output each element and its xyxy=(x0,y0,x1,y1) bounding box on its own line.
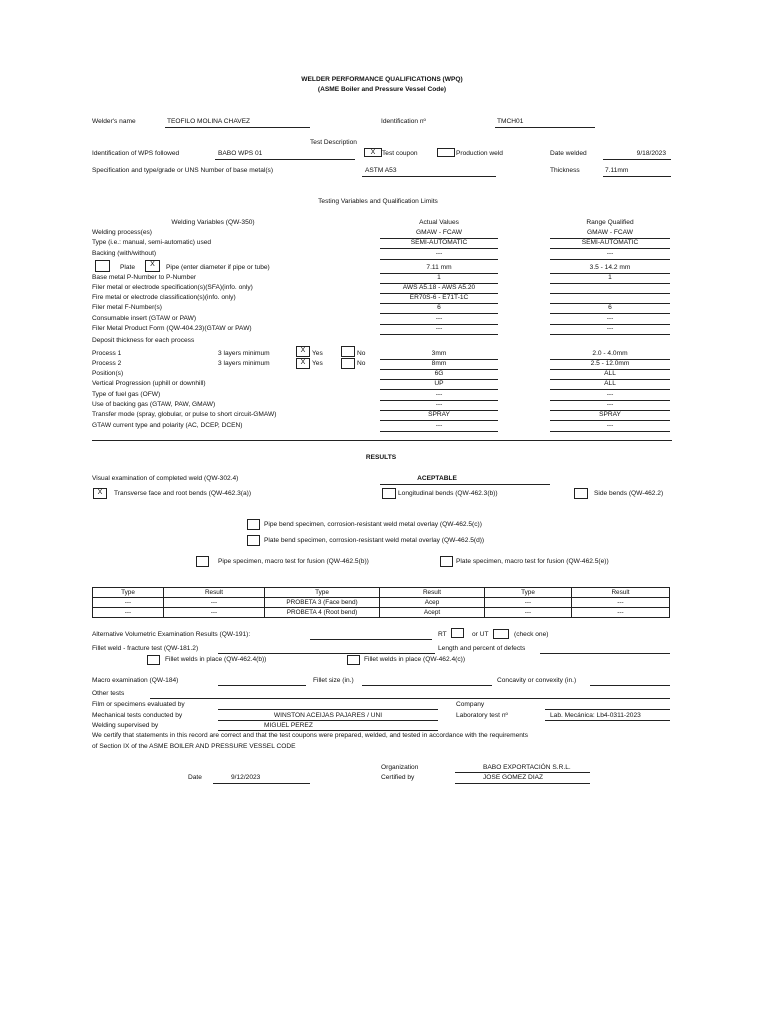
fillet-size-line xyxy=(362,685,492,686)
range-value: SPRAY xyxy=(599,411,621,418)
col-welding-variables: Welding Variables (QW-350) xyxy=(171,219,255,226)
supervised-value: MIGUEL PEREZ xyxy=(264,722,313,729)
range-value: 6 xyxy=(608,304,612,311)
test-description-label: Test Description xyxy=(310,139,357,146)
col-actual-values: Actual Values xyxy=(419,219,459,226)
side-bends-checkbox[interactable] xyxy=(574,488,588,499)
supervised-line xyxy=(218,730,438,731)
table-cell: --- xyxy=(572,598,670,608)
variable-label: Deposit thickness for each process xyxy=(92,337,195,344)
other-tests-label: Other tests xyxy=(92,690,125,697)
actual-value-line xyxy=(380,420,498,421)
alt-volumetric-label: Alternative Volumetric Examination Results (QW-191): xyxy=(92,631,251,638)
actual-value-line xyxy=(380,431,498,432)
transverse-bends-label: Transverse face and root bends (QW-462.3(a)) xyxy=(114,490,252,497)
welder-id: TMCH01 xyxy=(497,118,524,125)
actual-value: --- xyxy=(435,250,443,257)
macro-exam-line xyxy=(218,685,306,686)
range-value: --- xyxy=(606,401,614,408)
variable-label: Type of fuel gas (OFW) xyxy=(92,391,161,398)
date-label: Date xyxy=(188,774,202,781)
pipe-macro-checkbox[interactable] xyxy=(196,556,209,567)
table-cell: --- xyxy=(93,598,164,608)
lab-test-value: Lab. Mecánica: Lb4-0311-2023 xyxy=(550,712,641,719)
actual-value: --- xyxy=(435,401,443,408)
range-value: --- xyxy=(606,250,614,257)
variable-label: Position(s) xyxy=(92,370,124,377)
thickness-value: 7.11mm xyxy=(605,167,629,174)
certified-by-line xyxy=(455,783,590,784)
range-value-line xyxy=(550,420,670,421)
spec-label: Specification and type/grade or UNS Number of base metal(s) xyxy=(92,167,274,174)
wps-label: Identification of WPS followed xyxy=(92,150,180,157)
range-value: --- xyxy=(606,325,614,332)
variable-label: Filer Metal Product Form (QW-404.23)(GTAW or PAW) xyxy=(92,325,252,332)
lab-test-line xyxy=(545,720,670,721)
company-label: Company xyxy=(456,701,485,708)
organization-value: BABO EXPORTACIÓN S.R.L. xyxy=(483,764,571,771)
process2-yes-checkbox[interactable]: X xyxy=(296,358,310,369)
variable-label: Filer metal or electrode specification(s)(SFA)(info. only) xyxy=(92,284,253,291)
actual-value: SPRAY xyxy=(428,411,450,418)
range-value: GMAW - FCAW xyxy=(586,229,634,236)
check-one-label: (check one) xyxy=(514,631,549,638)
date-line xyxy=(213,783,310,784)
table-header: Type xyxy=(485,588,572,598)
plate-bend-label: Plate bend specimen, corrosion-resistant weld metal overlay (QW-462.5(d)) xyxy=(264,537,485,544)
actual-value: SEMI-AUTOMATIC xyxy=(410,239,468,246)
spec-value: ASTM A53 xyxy=(365,167,397,174)
variable-label: Process 2 xyxy=(92,360,122,367)
welder-id-label: Identification nº xyxy=(381,118,426,125)
actual-value: GMAW - FCAW xyxy=(415,229,463,236)
fillet-pipe-label: Fillet welds in place (QW-462.4(b)) xyxy=(165,656,267,663)
pipe-checkbox[interactable]: X xyxy=(145,260,160,272)
actual-value-line xyxy=(380,334,498,335)
process1-yes-checkbox[interactable]: X xyxy=(296,346,310,357)
film-evaluated-label: Film or specimens evaluated by xyxy=(92,701,185,708)
range-value-line xyxy=(550,389,670,390)
welder-name: TEOFILO MOLINA CHAVEZ xyxy=(167,118,251,125)
production-weld-label: Production weld xyxy=(456,150,503,157)
actual-value: UP xyxy=(434,380,444,387)
rt-label: RT xyxy=(438,631,447,638)
variable-label: Fire metal or electrode classification(s)(info. only) xyxy=(92,294,236,301)
plate-checkbox[interactable] xyxy=(95,260,110,272)
date-value: 9/12/2023 xyxy=(231,774,261,781)
process1-layers: 3 layers minimum xyxy=(218,350,270,357)
spec-line xyxy=(362,176,496,177)
range-value-line xyxy=(550,259,670,260)
visual-exam-line xyxy=(380,484,550,485)
variable-label: Process 1 xyxy=(92,350,122,357)
range-value: SEMI-AUTOMATIC xyxy=(581,239,639,246)
range-value-line xyxy=(550,248,670,249)
wps-line xyxy=(215,159,355,160)
mech-tests-value: WINSTON ACEIJAS PAJARES / UNI xyxy=(273,712,383,719)
alt-volumetric-line xyxy=(310,639,432,640)
organization-label: Organization xyxy=(381,764,419,771)
table-cell: Acept xyxy=(380,608,485,618)
side-bends-label: Side bends (QW-462.2) xyxy=(594,490,664,497)
process2-no-label: No xyxy=(357,360,366,367)
transverse-bends-checkbox[interactable]: X xyxy=(93,488,107,499)
concavity-line xyxy=(590,685,670,686)
mech-tests-label: Mechanical tests conducted by xyxy=(92,712,183,719)
actual-value-line xyxy=(380,248,498,249)
actual-value: AWS A5.18 - AWS A5.20 xyxy=(402,284,476,291)
range-value-line xyxy=(550,334,670,335)
actual-value: 1 xyxy=(437,274,441,281)
variable-label: Transfer mode (spray, globular, or pulse to short circuit-GMAW) xyxy=(92,411,277,418)
variable-label: Welding process(es) xyxy=(92,229,152,236)
fillet-pipe-checkbox[interactable] xyxy=(147,655,160,665)
length-defects-label: Length and percent of defects xyxy=(438,645,526,652)
table-row xyxy=(93,598,670,608)
range-value-line xyxy=(550,431,670,432)
range-value-line xyxy=(550,293,670,294)
bend-results-table xyxy=(92,587,670,618)
table-header: Result xyxy=(164,588,265,598)
rt-checkbox[interactable] xyxy=(451,628,464,638)
section-divider xyxy=(92,440,672,441)
test-coupon-checkbox[interactable]: X xyxy=(364,148,382,157)
longitudinal-bends-label: Longitudinal bends (QW-462.3(b)) xyxy=(398,490,498,497)
actual-value: --- xyxy=(435,325,443,332)
actual-value-line xyxy=(380,259,498,260)
actual-value: 6G xyxy=(434,370,444,377)
table-header-row xyxy=(93,588,670,598)
variable-label: Consumable insert (GTAW or PAW) xyxy=(92,315,197,322)
range-value: --- xyxy=(606,422,614,429)
range-value: ALL xyxy=(604,370,616,377)
certified-by-value: JOSE GOMEZ DIAZ xyxy=(483,774,544,781)
pipe-macro-label: Pipe specimen, macro test for fusion (QW-462.5(b)) xyxy=(218,558,369,565)
pipe-bend-label: Pipe bend specimen, corrosion-resistant weld metal overlay (QW-462.5(c)) xyxy=(264,521,482,528)
col-range-qualified: Range Qualified xyxy=(586,219,634,226)
actual-value: 3mm xyxy=(431,350,447,357)
table-header: Result xyxy=(572,588,670,598)
range-value: 3.5 - 14.2 mm xyxy=(589,264,631,271)
table-header: Type xyxy=(265,588,380,598)
pipe-label: Pipe (enter diameter if pipe or tube) xyxy=(166,264,270,271)
process1-no-checkbox[interactable] xyxy=(341,346,355,357)
page-subtitle: (ASME Boiler and Pressure Vessel Code) xyxy=(317,86,447,93)
variable-label: Type (i.e.: manual, semi-automatic) used xyxy=(92,239,212,246)
results-title: RESULTS xyxy=(365,454,397,461)
page-title: WELDER PERFORMANCE QUALIFICATIONS (WPQ) xyxy=(301,76,463,83)
pipe-bend-checkbox[interactable] xyxy=(247,519,260,530)
range-value: --- xyxy=(606,391,614,398)
fillet-fracture-line xyxy=(218,653,435,654)
variables-section-title: Testing Variables and Qualification Limits xyxy=(318,198,438,205)
actual-value: ER70S-6 - E71T-1C xyxy=(409,294,469,301)
range-value-line xyxy=(550,283,670,284)
fillet-fracture-label: Fillet weld - fracture test (QW-181.2) xyxy=(92,645,199,652)
range-value: 2.5 - 12.0mm xyxy=(590,360,630,367)
certify-text-2: of Section IX of the ASME BOILER AND PRESSURE VESSEL CODE xyxy=(92,743,296,750)
variable-label: Backing (with/without) xyxy=(92,250,157,257)
supervised-label: Welding supervised by xyxy=(92,722,159,729)
actual-value: 6 xyxy=(437,304,441,311)
other-tests-line xyxy=(150,698,670,699)
welder-name-line xyxy=(165,127,310,128)
ut-checkbox[interactable] xyxy=(493,629,509,639)
range-value: --- xyxy=(606,315,614,322)
date-welded-value: 9/18/2023 xyxy=(636,150,666,157)
certified-by-label: Certified by xyxy=(381,774,415,781)
process1-no-label: No xyxy=(357,350,366,357)
range-value-line xyxy=(550,313,670,314)
table-cell: --- xyxy=(485,598,572,608)
range-value: 1 xyxy=(608,274,612,281)
variable-label: Vertical Progression (uphill or downhill) xyxy=(92,380,206,387)
actual-value: 8mm xyxy=(431,360,447,367)
variable-label: Base metal P-Number to P-Number xyxy=(92,274,197,281)
thickness-line xyxy=(603,176,671,177)
table-cell: --- xyxy=(485,608,572,618)
longitudinal-bends-checkbox[interactable] xyxy=(382,488,396,499)
film-evaluated-line xyxy=(218,709,438,710)
table-row xyxy=(93,608,670,618)
certify-text-1: We certify that statements in this record are correct and that the test coupons were prepared, welded, and tested in accordance with the requirements xyxy=(92,732,529,739)
date-welded-line xyxy=(603,159,671,160)
company-line xyxy=(545,709,670,710)
actual-value-line xyxy=(380,389,498,390)
lab-test-label: Laboratory test nº xyxy=(456,712,508,719)
plate-macro-label: Plate specimen, macro test for fusion (QW-462.5(e)) xyxy=(456,558,609,565)
table-cell: Acep xyxy=(380,598,485,608)
concavity-label: Concavity or convexity (in.) xyxy=(497,677,577,684)
visual-exam-value: ACEPTABLE xyxy=(417,475,457,482)
variable-label: Filer metal F-Number(s) xyxy=(92,304,162,311)
table-cell: --- xyxy=(93,608,164,618)
table-cell: PROBETA 4 (Root bend) xyxy=(265,608,380,618)
range-value: 2.0 - 4.0mm xyxy=(592,350,628,357)
process1-yes-label: Yes xyxy=(312,350,323,357)
actual-value-line xyxy=(380,313,498,314)
test-coupon-label: Test coupon xyxy=(382,150,418,157)
range-value: ALL xyxy=(604,380,616,387)
process2-layers: 3 layers minimum xyxy=(218,360,270,367)
variable-label: GTAW current type and polarity (AC, DCEP, DCEN) xyxy=(92,422,243,429)
organization-line xyxy=(455,772,590,773)
plate-label: Plate xyxy=(120,264,136,271)
mech-tests-line xyxy=(218,720,438,721)
table-cell: PROBETA 3 (Face bend) xyxy=(265,598,380,608)
wps-value: BABO WPS 01 xyxy=(218,150,263,157)
table-header: Result xyxy=(380,588,485,598)
fillet-place-label: Fillet welds in place (QW-462.4(c)) xyxy=(364,656,466,663)
table-cell: --- xyxy=(164,598,265,608)
welder-id-line xyxy=(495,127,595,128)
production-weld-checkbox[interactable] xyxy=(437,148,455,157)
welder-name-label: Welder's name xyxy=(92,118,136,125)
ut-label: or UT xyxy=(472,631,489,638)
thickness-label: Thickness xyxy=(550,167,580,174)
plate-bend-checkbox[interactable] xyxy=(247,535,260,546)
visual-exam-label: Visual examination of completed weld (QW-302.4) xyxy=(92,475,239,482)
fillet-size-label: Fillet size (in.) xyxy=(313,677,354,684)
process2-no-checkbox[interactable] xyxy=(341,358,355,369)
actual-value: --- xyxy=(435,391,443,398)
table-cell: --- xyxy=(164,608,265,618)
table-header: Type xyxy=(93,588,164,598)
actual-value: 7.11 mm xyxy=(426,264,452,271)
length-defects-line xyxy=(540,653,670,654)
actual-value: --- xyxy=(435,422,443,429)
plate-macro-checkbox[interactable] xyxy=(440,556,453,567)
fillet-place-checkbox[interactable] xyxy=(347,655,360,665)
actual-value: --- xyxy=(435,315,443,322)
macro-exam-label: Macro examination (QW-184) xyxy=(92,677,179,684)
date-welded-label: Date welded xyxy=(550,150,587,157)
process2-yes-label: Yes xyxy=(312,360,323,367)
variable-label: Use of backing gas (GTAW, PAW, GMAW) xyxy=(92,401,216,408)
table-cell: --- xyxy=(572,608,670,618)
